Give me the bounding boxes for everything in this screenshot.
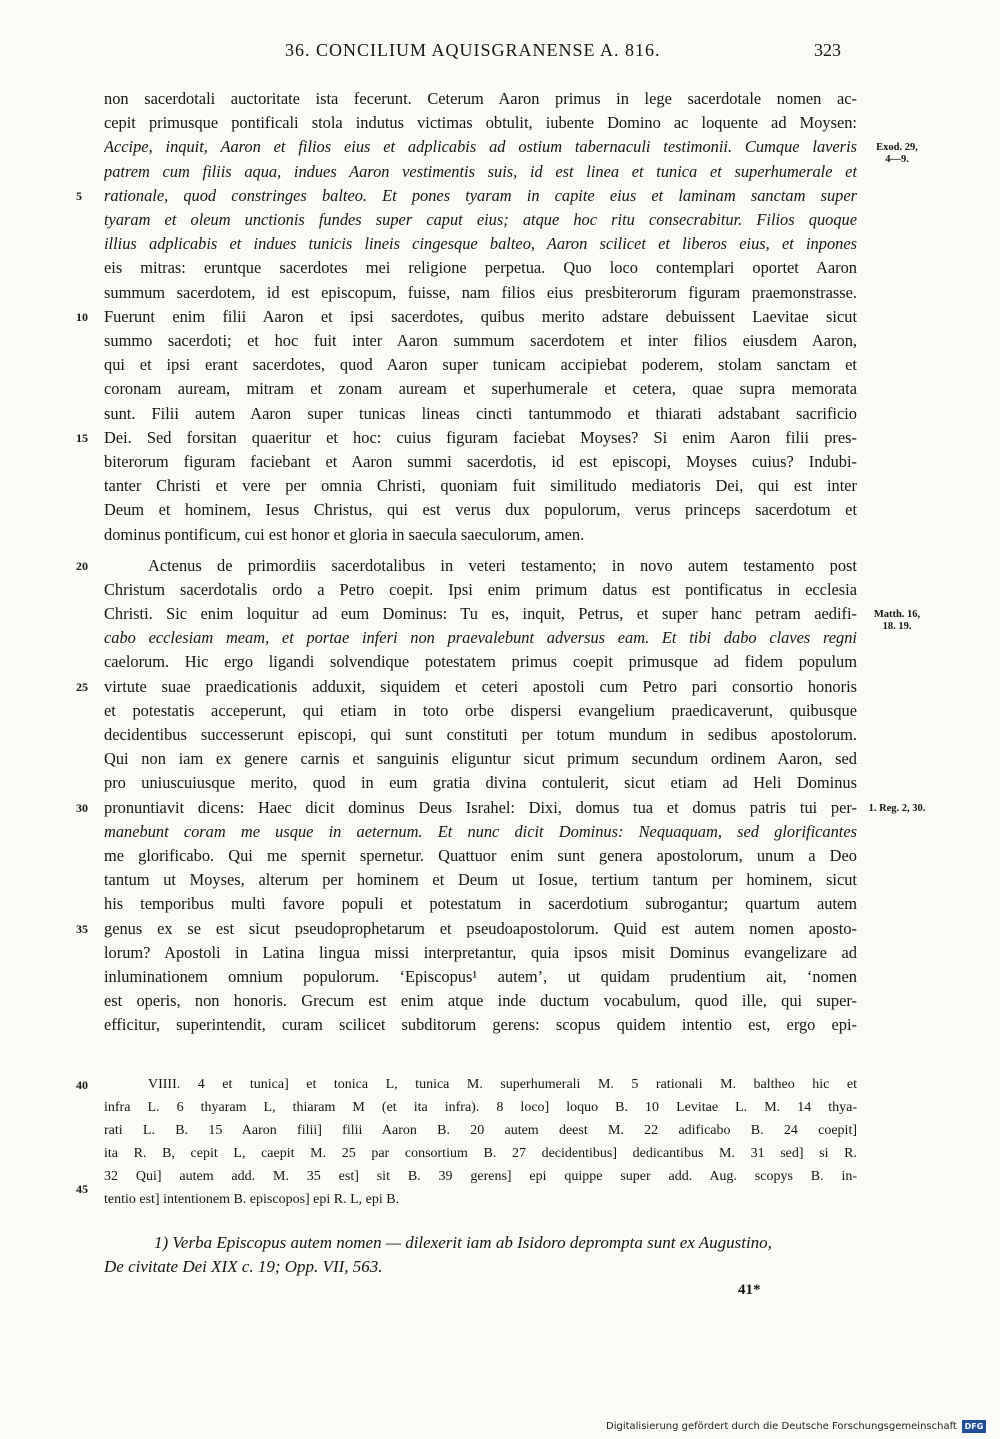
running-header — [0, 40, 1000, 70]
signature-mark: 41* — [738, 1282, 761, 1298]
margin-ref-line: Matth. 16, — [873, 609, 921, 620]
running-title: 36. CONCILIUM AQUISGRANENSE A. 816. — [285, 40, 661, 60]
text-line: Deum et hominem, Iesus Christus, qui est verus dux populorum, verus princeps sacerdotum et — [104, 500, 857, 519]
apparatus-line: 32 Qui] autem add. M. 35 est] sit B. 39 gerens] epi quippe super add. Aug. scopys B. in- — [104, 1169, 857, 1184]
margin-ref-line: 1. Reg. 2, 30. — [868, 803, 926, 814]
margin-ref — [862, 142, 932, 166]
text-line: sunt. Filii autem Aaron super tunicas lineas cincti tantummodo et thiarati adstabant sacrificio — [104, 404, 857, 423]
text-line: his temporibus multi favore populi et potestatum in sacerdotium subrogantur; quartum autem — [104, 894, 857, 913]
line-number: 30 — [76, 801, 88, 815]
text-line: virtute suae praedicationis adduxit, siquidem et ceteri apostoli cum Petro pari consortio honoris — [104, 677, 857, 696]
text-line: tantum ut Moyses, alterum per hominem et Deum ut Iosue, tertium tantum per hominem, sicut — [104, 870, 857, 889]
text-line: eis mitras: eruntque sacerdotes mei religione perpetua. Quo loco contemplari oportet Aaron — [104, 258, 857, 277]
footnote-line: 1) Verba Episcopus autem nomen — dilexerit iam ab Isidoro deprompta sunt ex Augustino, — [154, 1233, 772, 1252]
text-line: non sacerdotali auctoritate ista fecerunt. Ceterum Aaron primus in lege sacerdotale nomen ac- — [104, 89, 857, 108]
apparatus-line: ita R. B, cepit L, caepit M. 25 par consortium B. 27 decidentibus] dedicantibus M. 31 sed] si R. — [104, 1146, 857, 1161]
footnote-line: De civitate Dei XIX c. 19; Opp. VII, 563. — [104, 1257, 383, 1276]
text-line: genus ex se est sicut pseudoprophetarum et pseudoapostolorum. Quid est autem nomen aposto- — [104, 919, 857, 938]
apparatus-line: VIIII. 4 et tunica] et tonica L, tunica M. superhumerali M. 5 rationali M. baltheo hic et — [148, 1077, 857, 1092]
margin-ref — [862, 609, 932, 633]
text-line: manebunt coram me usque in aeternum. Et nunc dicit Dominus: Nequaquam, sed glorificantes — [104, 822, 857, 841]
text-line: coronam auream, mitram et zonam auream et superhumerale et cetera, quae supra memorata — [104, 379, 857, 398]
text-line: est operis, non honoris. Grecum est enim atque inde ductum vocabulum, quod ille, qui super- — [104, 991, 857, 1010]
text-line: biterorum figuram faciebant et Aaron summi sacerdotis, id est episcopi, Moyses cuius? Indubi- — [104, 452, 857, 471]
text-line: patrem cum filiis aqua, indues Aaron vestimentis suis, id est linea et tunica et superhumerale et — [104, 162, 857, 181]
margin-ref-line: 18. 19. — [882, 621, 912, 632]
text-line: Christum sacerdotalis ordo a Petro coepit. Ipsi enim primum datus est pontificatus in ecclesia — [104, 580, 857, 599]
text-line: Dei. Sed forsitan quaeritur et hoc: cuius figuram faciebat Moyses? Si enim Aaron filii pres- — [104, 428, 857, 447]
text-line: pro uniuscuiusque merito, quod in eum gratia divina contulerit, sicut etiam ad Heli Dominus — [104, 773, 857, 792]
text-line: efficitur, superintendit, curam scilicet subditorum gerens: scopus quidem intentio est, ergo epi- — [104, 1015, 857, 1034]
text-line: Qui non iam ex genere carnis et sanguinis eliguntur sicut primum secundum ordinem Aaron, sed — [104, 749, 857, 768]
text-line: cabo ecclesiam meam, et portae inferi non praevalebunt adversus eam. Et tibi dabo claves regni — [104, 628, 857, 647]
line-number: 5 — [76, 189, 82, 203]
dfg-logo: DFG — [962, 1420, 986, 1433]
text-line: illius adplicabis et indues tunicis lineis cingesque balteo, Aaron scilicet et liberos eius, et inpones — [104, 234, 857, 253]
text-line: et potestatis acceperunt, qui etiam in toto orbe dispersi evangelium praedicaverunt, quibusque — [104, 701, 857, 720]
apparatus-line: rati L. B. 15 Aaron filii] filii Aaron B. 20 autem deest M. 22 adificabo B. 24 coepit] — [104, 1123, 857, 1138]
apparatus-line: tentio est] intentionem B. episcopos] epi R. L, epi B. — [104, 1192, 400, 1207]
text-line: cepit primusque pontificali stola indutus victimas obtulit, iubente Domino ac loquente ad Moysen: — [104, 113, 857, 132]
text-line: tanter Christi et vere per omnia Christi, quoniam fuit similitudo mediatoris Dei, qui est inter — [104, 476, 857, 495]
text-line: caelorum. Hic ergo ligandi solvendique potestatem primus coepit primusque ad fidem populum — [104, 652, 857, 671]
text-line: tyaram et oleum unctionis fundes super caput eius; atque hoc ritu consecrabitur. Filios quoque — [104, 210, 857, 229]
text-line: dominus pontificum, cui est honor et gloria in saecula saeculorum, amen. — [104, 525, 585, 544]
line-number: 35 — [76, 922, 88, 936]
text-line: me glorificabo. Qui me spernit spernetur. Quattuor enim sunt genera apostolorum, unum a Deo — [104, 846, 857, 865]
page-number: 323 — [814, 40, 841, 60]
margin-ref-line: Exod. 29, — [876, 142, 918, 153]
line-number: 45 — [76, 1182, 88, 1196]
margin-ref — [862, 803, 932, 815]
text-line: pronuntiavit dicens: Haec dicit dominus Deus Israhel: Dixi, domus tua et domus patris tui per- — [104, 798, 857, 817]
text-line: rationale, quod constringes balteo. Et pones tyaram in capite eius et laminam sanctam super — [104, 186, 857, 205]
text-line: summo sacerdoti; et hoc fuit inter Aaron summum sacerdotem et inter filios eiusdem Aaron, — [104, 331, 857, 350]
text-line: inluminationem omnium populorum. ‘Episcopus¹ autem’, ut quidam prudentium ait, ‘nomen — [104, 967, 857, 986]
apparatus-line: infra L. 6 thyaram L, thiaram M (et ita infra). 8 loco] loquo B. 10 Levitae L. M. 14 thya- — [104, 1100, 857, 1115]
text-line: Fuerunt enim filii Aaron et ipsi sacerdotes, quibus merito adstare debuissent Laevitae sicut — [104, 307, 857, 326]
text-line: Christi. Sic enim loquitur ad eum Dominus: Tu es, inquit, Petrus, et super hanc petram aedifi- — [104, 604, 857, 623]
text-line: qui et ipsi erant sacerdotes, quod Aaron super tunicam accipiebat poderem, stolam sanctam et — [104, 355, 857, 374]
line-number: 20 — [76, 559, 88, 573]
line-number: 15 — [76, 431, 88, 445]
text-line: lorum? Apostoli in Latina lingua missi interpretantur, quia ipsos misit Dominus evangelizare ad — [104, 943, 857, 962]
digitization-credit: Digitalisierung gefördert durch die Deutsche Forschungsgemeinschaft — [606, 1421, 957, 1432]
line-number: 25 — [76, 680, 88, 694]
text-line: summum sacerdotem, id est episcopum, fuisse, nam filios eius presbiterorum figuram praemonstrasse. — [104, 283, 857, 302]
text-line: Accipe, inquit, Aaron et filios eius et adplicabis ad ostium tabernaculi testimonii. Cumque laveris — [104, 137, 857, 156]
text-line: decidentibus successerunt episcopi, qui sunt constituti per totum mundum in sedibus apostolorum. — [104, 725, 857, 744]
line-number: 40 — [76, 1078, 88, 1092]
margin-ref-line: 4—9. — [885, 154, 909, 165]
line-number: 10 — [76, 310, 88, 324]
text-line: Actenus de primordiis sacerdotalibus in veteri testamento; in novo autem testamento post — [148, 556, 857, 575]
